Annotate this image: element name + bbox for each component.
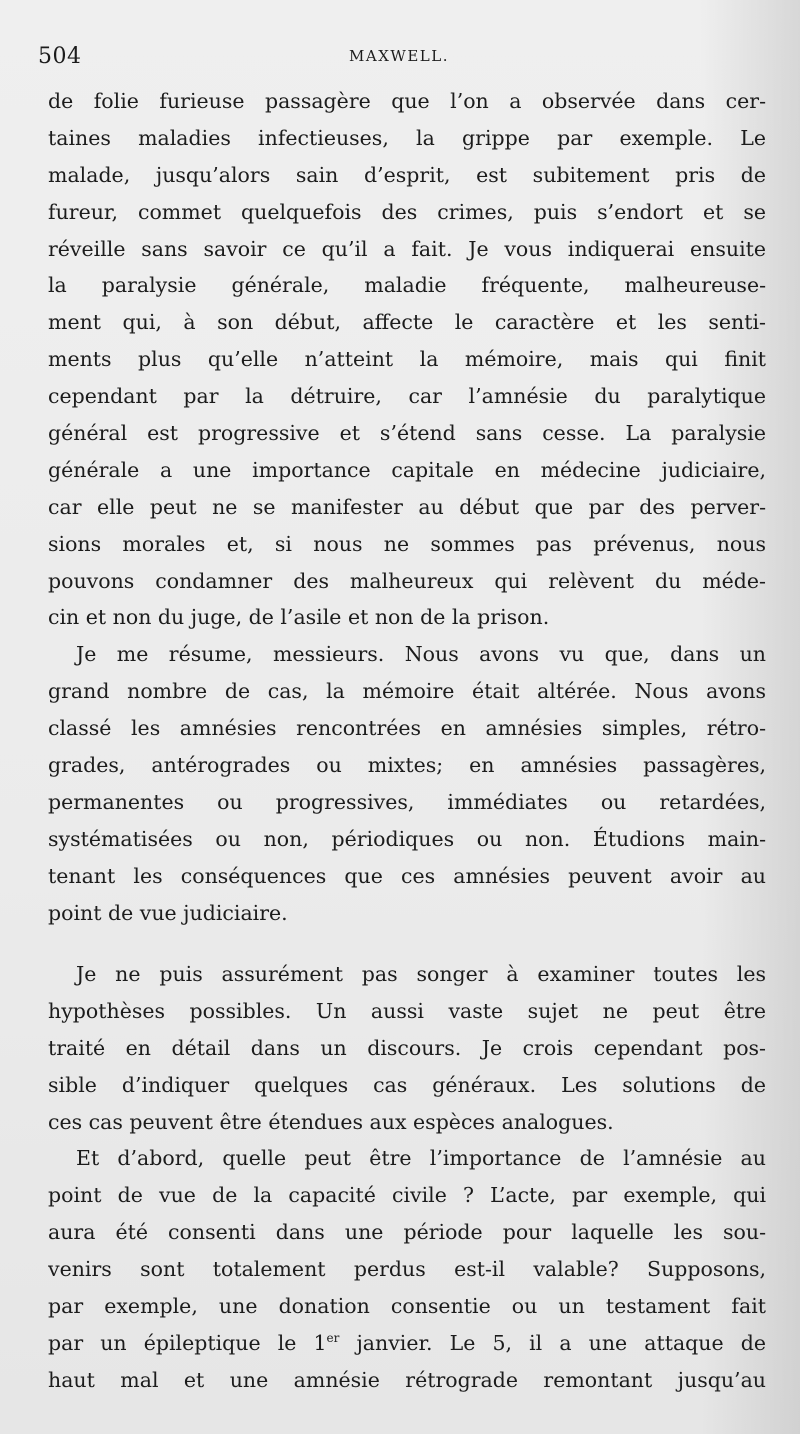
text-line: de folie furieuse passagère que l’on a observée dans cer-	[48, 89, 766, 113]
text-line: la paralysie générale, maladie fréquente, malheureuse-	[48, 273, 766, 298]
text-line: Et d’abord, quelle peut être l’importance de l’amnésie au	[76, 1146, 766, 1171]
text-line: cin et non du juge, de l’asile et non de la prison.	[48, 605, 550, 630]
text-line: malade, jusqu’alors sain d’esprit, est subitement pris de	[48, 162, 766, 187]
text-line: haut mal et une amnésie rétrograde remontant jusqu’au	[48, 1367, 766, 1392]
text-line: Je ne puis assurément pas songer à examiner toutes les	[76, 962, 766, 986]
text-line: générale a une importance capitale en médecine judiciaire,	[48, 457, 766, 482]
text-line: cependant par la détruire, car l’amnésie du paralytique	[48, 384, 766, 409]
text-line: tenant les conséquences que ces amnésies peuvent avoir au	[48, 863, 766, 888]
text-line: Je me résume, messieurs. Nous avons vu que, dans un	[76, 642, 766, 667]
text-line: par exemple, une donation consentie ou un testament fait	[48, 1294, 766, 1319]
text-line: sions morales et, si nous ne sommes pas prévenus, nous	[48, 531, 766, 556]
text-line: taines maladies infectieuses, la grippe par exemple. Le	[48, 125, 766, 150]
running-title: MAXWELL.	[349, 47, 449, 65]
text-line: grades, antérogrades ou mixtes; en amnésies passagères,	[48, 753, 766, 778]
text-line: car elle peut ne se manifester au début que par des perver-	[48, 494, 766, 519]
page-number: 504	[38, 44, 82, 69]
text-line: point de vue judiciaire.	[48, 900, 288, 925]
page-header	[38, 44, 760, 74]
text-line: ments plus qu’elle n’atteint la mémoire, mais qui finit	[48, 347, 766, 372]
text-line: classé les amnésies rencontrées en amnésies simples, rétro-	[48, 716, 766, 741]
text-line: ment qui, à son début, affecte le caractère et les senti-	[48, 310, 766, 335]
text-line: permanentes ou progressives, immédiates ou retardées,	[48, 789, 766, 814]
text-line: pouvons condamner des malheureux qui relèvent du méde-	[48, 568, 766, 593]
text-line: réveille sans savoir ce qu’il a fait. Je vous indiquerai ensuite	[48, 236, 766, 261]
text-line: traité en détail dans un discours. Je crois cependant pos-	[48, 1035, 766, 1060]
text-line	[48, 1325, 766, 1362]
text-line: venirs sont totalement perdus est-il valable? Supposons,	[48, 1257, 766, 1282]
text-fragment: janvier. Le 5, il a une attaque de	[339, 1330, 766, 1355]
text-line: point de vue de la capacité civile ? L’acte, par exemple, qui	[48, 1183, 766, 1208]
text-line: fureur, commet quelquefois des crimes, puis s’endort et se	[48, 199, 766, 224]
text-line: aura été consenti dans une période pour laquelle les sou-	[48, 1220, 766, 1245]
text-line: général est progressive et s’étend sans cesse. La paralysie	[48, 421, 766, 446]
text-fragment: par un épileptique le 1	[48, 1330, 327, 1355]
text-line: grand nombre de cas, la mémoire était altérée. Nous avons	[48, 679, 766, 704]
text-line: sible d’indiquer quelques cas généraux. Les solutions de	[48, 1072, 766, 1097]
text-line: systématisées ou non, périodiques ou non. Étudions main-	[48, 826, 766, 851]
text-line: hypothèses possibles. Un aussi vaste sujet ne peut être	[48, 998, 766, 1023]
text-line: ces cas peuvent être étendues aux espèces analogues.	[48, 1109, 614, 1134]
paragraph-block-1	[48, 83, 766, 931]
paragraph-block-2	[48, 956, 766, 1399]
superscript: er	[326, 1331, 340, 1346]
